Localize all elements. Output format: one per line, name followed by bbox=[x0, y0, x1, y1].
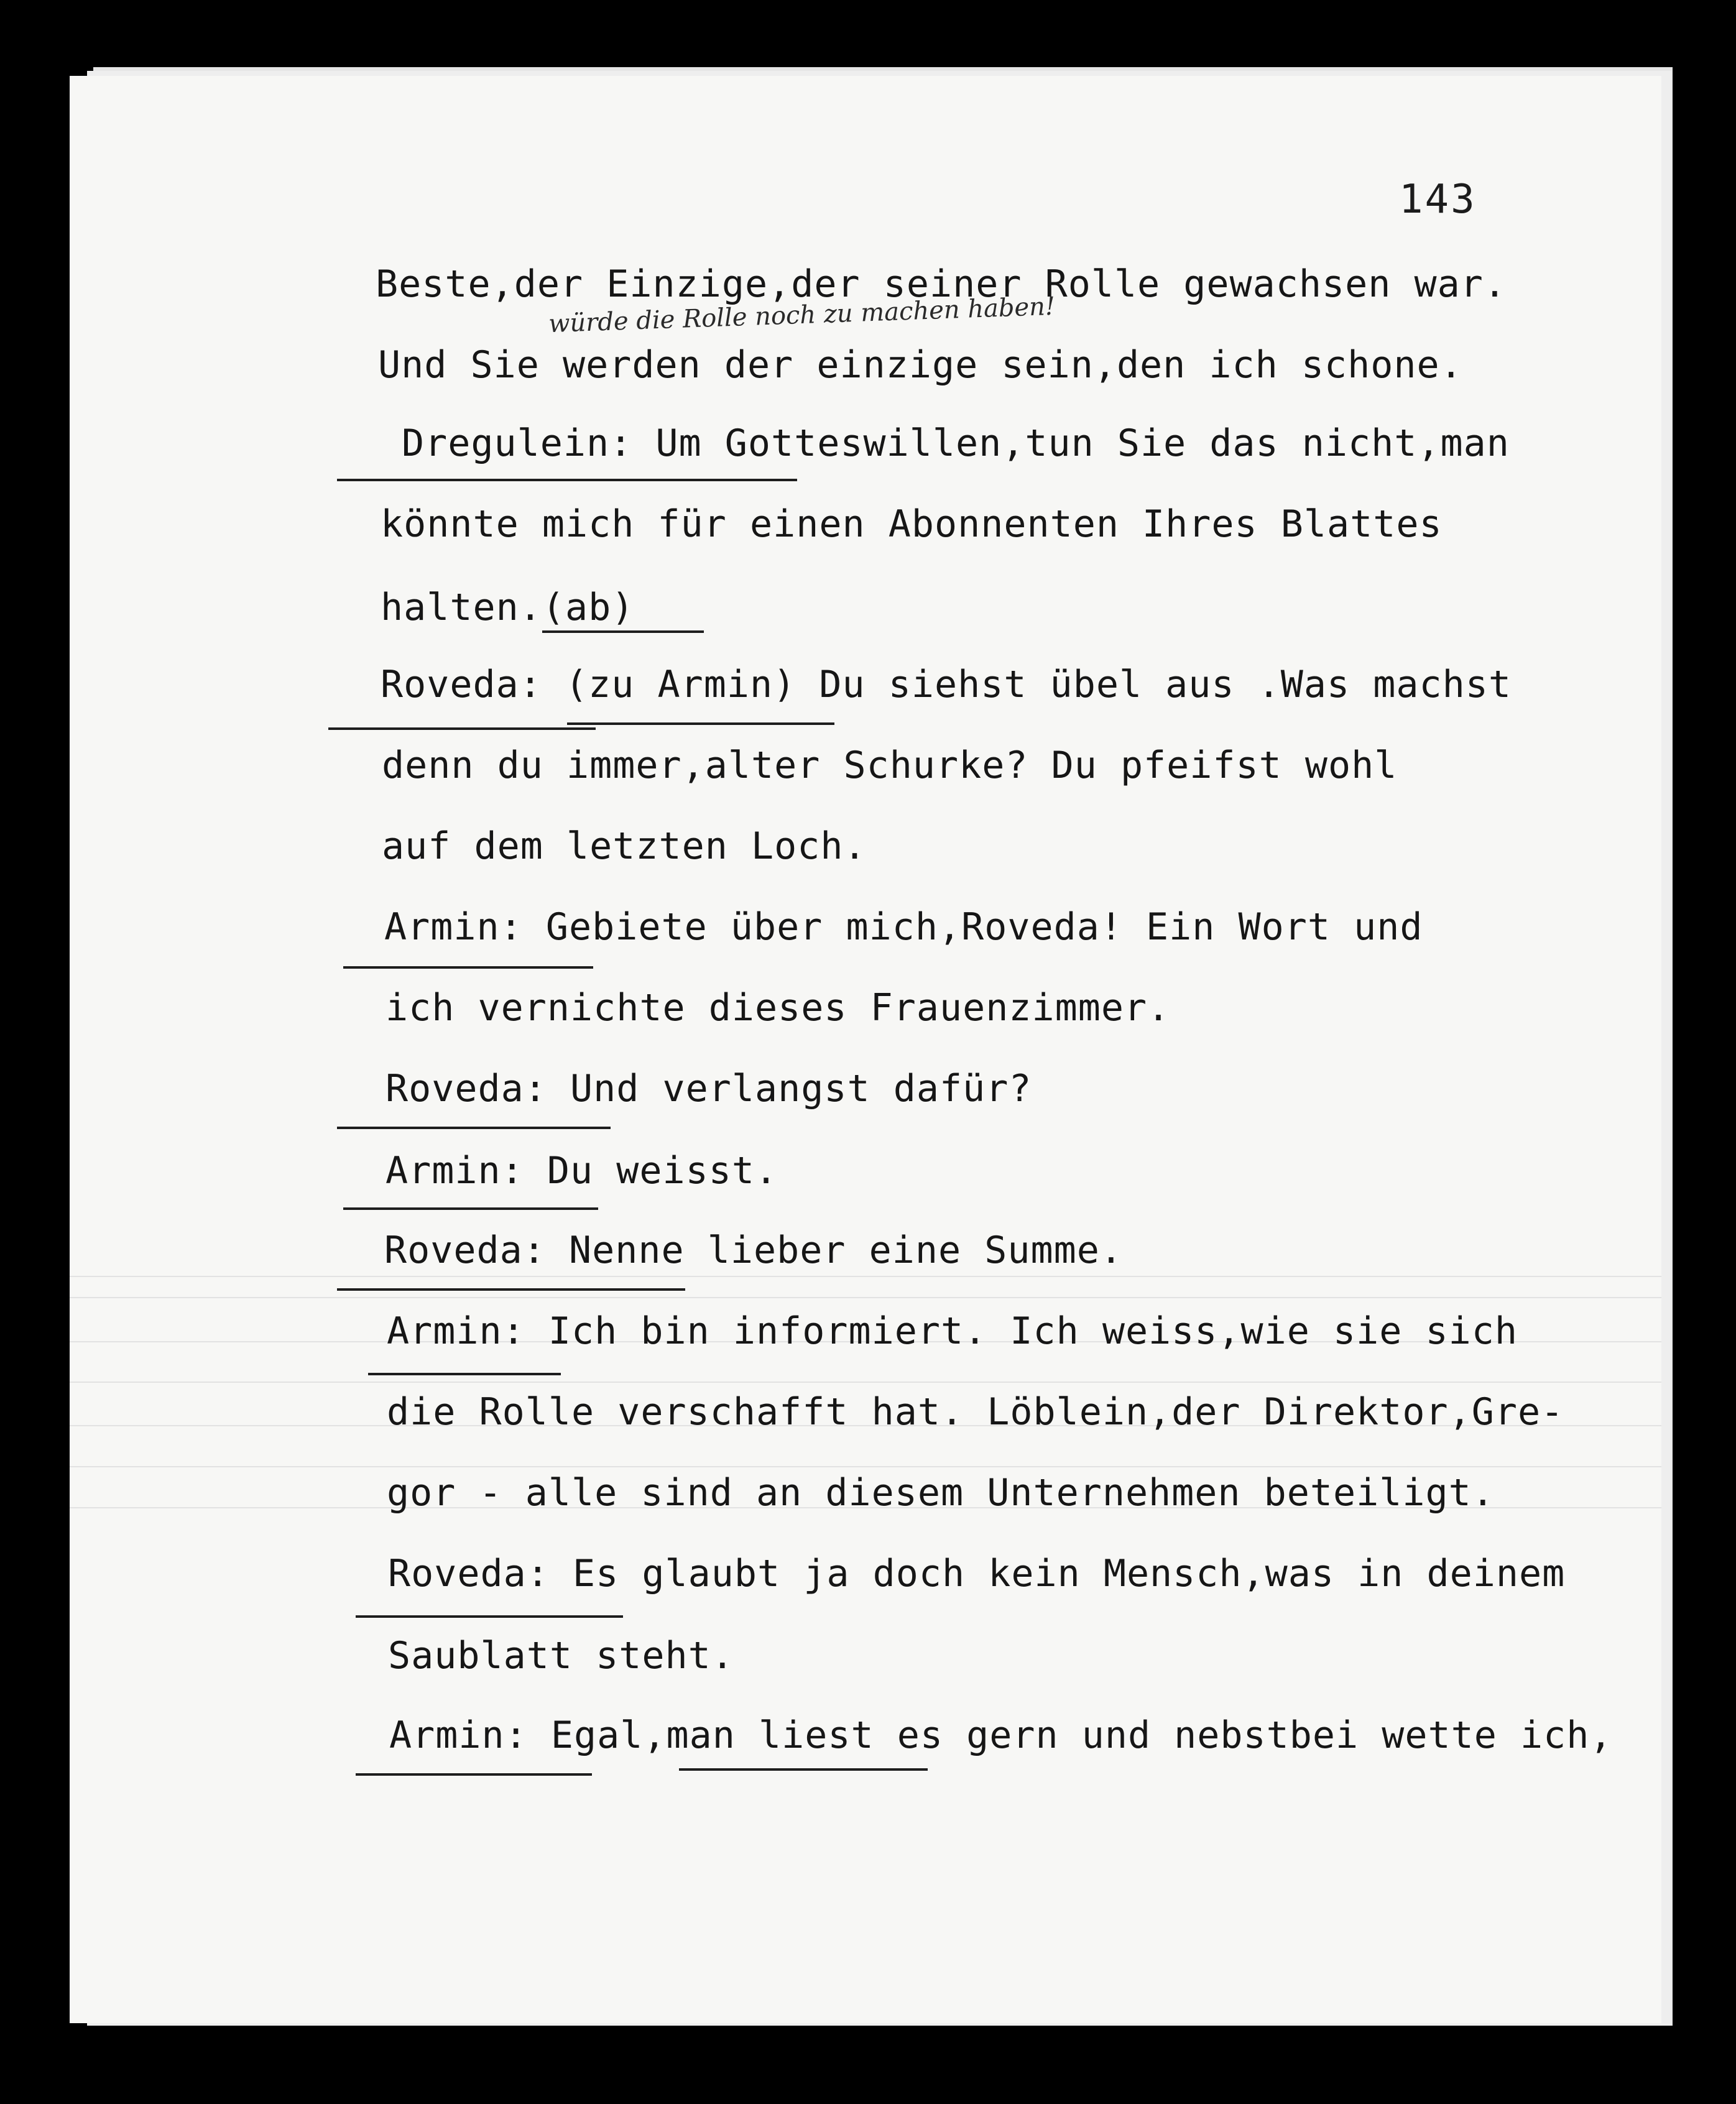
ghost-rule bbox=[70, 1297, 1661, 1298]
text-line-11: Roveda: Und verlangst dafür? bbox=[386, 1067, 1032, 1110]
speaker-underline bbox=[368, 1373, 561, 1375]
text-line-17: Roveda: Es glaubt ja doch kein Mensch,was in deinem bbox=[388, 1552, 1566, 1595]
text-line-5: halten.(ab) bbox=[381, 586, 635, 629]
speaker-underline bbox=[356, 1615, 623, 1618]
text-line-6: Roveda: (zu Armin) Du siehst übel aus .Was machst bbox=[381, 663, 1512, 706]
text-line-8: auf dem letzten Loch. bbox=[382, 824, 867, 868]
ghost-rule bbox=[70, 1382, 1661, 1383]
text-line-19: Armin: Egal,man liest es gern und nebstbei wette ich, bbox=[389, 1714, 1613, 1757]
speaker-underline bbox=[337, 1288, 685, 1291]
text-line-2: Und Sie werden der einzige sein,den ich schone. bbox=[378, 343, 1463, 387]
speaker-underline bbox=[356, 1773, 592, 1776]
text-line-1: Beste,der Einzige,der seiner Rolle gewachsen war. bbox=[376, 262, 1507, 306]
text-line-4: könnte mich für einen Abonnenten Ihres Blattes bbox=[381, 502, 1443, 546]
speaker-underline bbox=[567, 722, 834, 725]
speaker-underline bbox=[542, 630, 704, 633]
text-line-9: Armin: Gebiete über mich,Roveda! Ein Wort und bbox=[384, 905, 1423, 949]
ghost-rule bbox=[70, 1276, 1661, 1277]
text-line-15: die Rolle verschafft hat. Löblein,der Direktor,Gre- bbox=[387, 1390, 1564, 1434]
text-line-16: gor - alle sind an diesem Unternehmen beteiligt. bbox=[387, 1471, 1495, 1515]
page-number: 143 bbox=[1399, 177, 1477, 223]
text-line-3: Dregulein: Um Gotteswillen,tun Sie das nicht,man bbox=[402, 422, 1510, 465]
speaker-underline bbox=[679, 1768, 928, 1771]
text-line-14: Armin: Ich bin informiert. Ich weiss,wie sie sich bbox=[387, 1309, 1518, 1353]
text-line-13: Roveda: Nenne lieber eine Summe. bbox=[384, 1229, 1123, 1272]
speaker-underline bbox=[343, 966, 593, 969]
handwritten-annotation: würde die Rolle noch zu machen haben! bbox=[548, 292, 1056, 339]
speaker-underline bbox=[337, 1127, 611, 1129]
ghost-rule bbox=[70, 1466, 1661, 1467]
speaker-underline bbox=[337, 479, 797, 481]
speaker-underline bbox=[343, 1207, 598, 1210]
speaker-underline bbox=[328, 727, 596, 730]
typescript-page bbox=[70, 76, 1661, 2023]
text-line-12: Armin: Du weisst. bbox=[386, 1149, 778, 1193]
text-line-7: denn du immer,alter Schurke? Du pfeifst wohl bbox=[382, 744, 1398, 787]
text-line-10: ich vernichte dieses Frauenzimmer. bbox=[386, 986, 1171, 1030]
text-line-18: Saublatt steht. bbox=[388, 1634, 734, 1677]
